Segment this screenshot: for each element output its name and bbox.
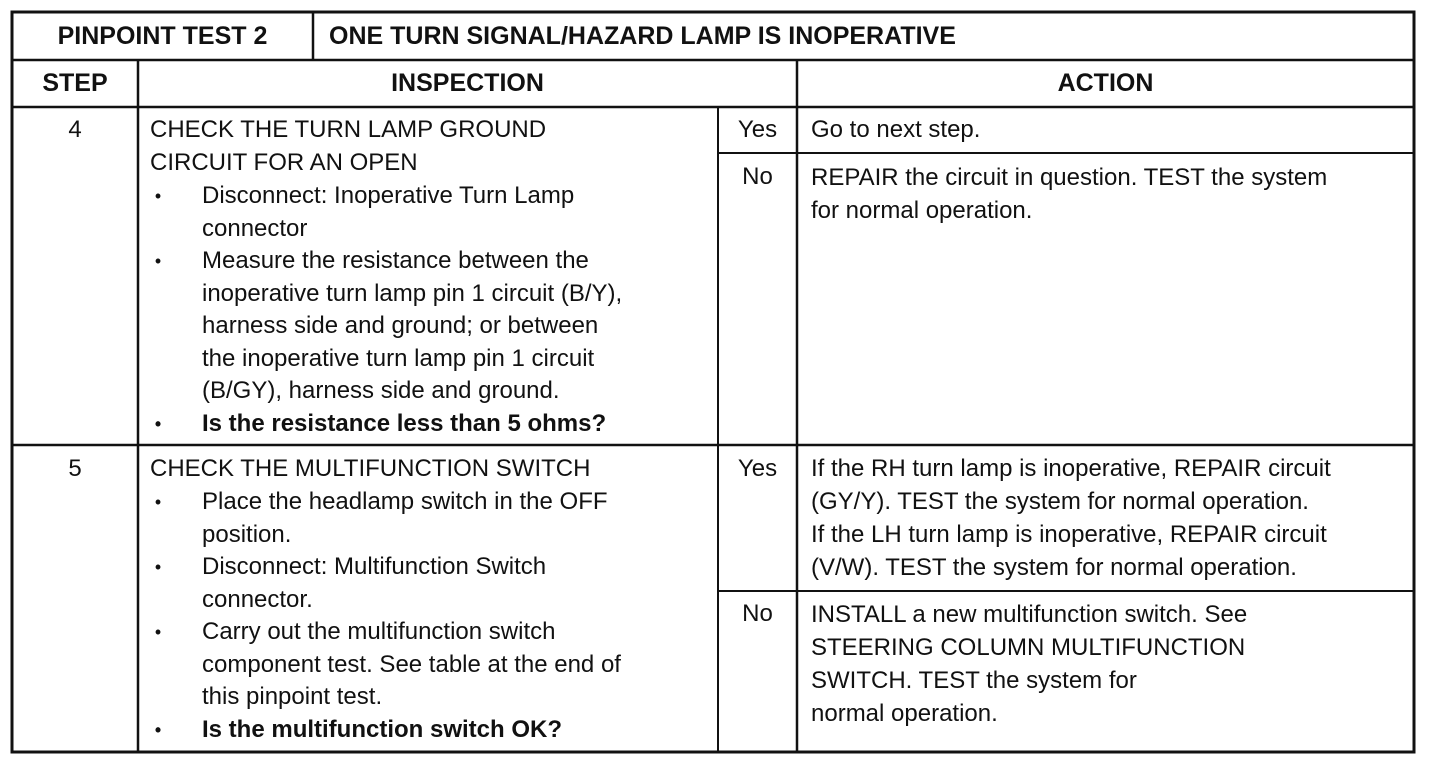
yes-action-line: If the LH turn lamp is inoperative, REPAIR circuit (811, 521, 1327, 548)
bullet-line: this pinpoint test. (202, 683, 383, 710)
no-action-line: REPAIR the circuit in question. TEST the system (811, 164, 1328, 191)
no-action-line: normal operation. (811, 700, 998, 727)
bullet-line: Disconnect: Inoperative Turn Lamp (202, 182, 575, 209)
bullet-line: position. (202, 520, 292, 548)
pinpoint-test-id: PINPOINT TEST 2 (57, 22, 268, 50)
no-label: No (742, 600, 773, 627)
bullet-line: connector (202, 214, 308, 242)
column-header-action: ACTION (1057, 69, 1154, 97)
bullet-line: Measure the resistance between the (202, 247, 589, 274)
step-number: 4 (68, 116, 82, 143)
yes-action-line: If the RH turn lamp is inoperative, REPAIR circuit (811, 455, 1331, 482)
inspection-question (150, 714, 621, 747)
no-action-line: SWITCH. TEST the system for (811, 667, 1137, 694)
inspection-bullet (150, 245, 622, 408)
bullet-glyph: • (154, 719, 162, 740)
bullet-line: Is the multifunction switch OK? (202, 715, 562, 743)
inspection-question (150, 408, 622, 441)
column-header-inspection: INSPECTION (391, 69, 544, 97)
bullet-line: connector. (202, 585, 313, 613)
inspection-bullet (150, 486, 621, 551)
no-action-line: STEERING COLUMN MULTIFUNCTION (811, 634, 1246, 661)
bullet-glyph: • (154, 622, 162, 642)
bullet-line: inoperative turn lamp pin 1 circuit (B/Y), (202, 279, 623, 307)
column-header-step: STEP (42, 69, 108, 97)
inspection-bullet (150, 551, 621, 616)
pinpoint-test-title: ONE TURN SIGNAL/HAZARD LAMP IS INOPERATIVE (329, 22, 956, 50)
bullet-line: component test. See table at the end of (202, 650, 621, 678)
inspection-bullet (150, 180, 622, 245)
inspection-bullet-list (150, 486, 621, 746)
step-number: 5 (68, 455, 82, 482)
bullet-line: Is the resistance less than 5 ohms? (202, 409, 607, 437)
bullet-glyph: • (154, 186, 162, 206)
inspection-bullet-list (150, 180, 622, 440)
yes-label: Yes (737, 455, 778, 482)
yes-label: Yes (737, 116, 778, 143)
inspection-bullet (150, 616, 621, 714)
no-label: No (742, 163, 773, 190)
bullet-glyph: • (154, 492, 162, 512)
no-action-line: for normal operation. (811, 197, 1033, 224)
bullet-line: the inoperative turn lamp pin 1 circuit (202, 344, 595, 372)
inspection-heading-line: CHECK THE MULTIFUNCTION SWITCH (150, 455, 591, 482)
bullet-line: Carry out the multifunction switch (202, 618, 556, 645)
bullet-line: Disconnect: Multifunction Switch (202, 553, 547, 580)
bullet-glyph: • (154, 413, 162, 434)
yes-action-line: (GY/Y). TEST the system for normal operation. (811, 488, 1309, 515)
bullet-glyph: • (154, 557, 162, 577)
yes-action-line: Go to next step. (811, 116, 981, 143)
bullet-glyph: • (154, 251, 162, 271)
inspection-heading-line: CIRCUIT FOR AN OPEN (150, 149, 418, 176)
bullet-line: Place the headlamp switch in the OFF (202, 488, 608, 515)
bullet-line: harness side and ground; or between (202, 312, 599, 339)
yes-action-line: (V/W). TEST the system for normal operation. (811, 554, 1297, 581)
inspection-heading-line: CHECK THE TURN LAMP GROUND (150, 116, 547, 143)
bullet-line: (B/GY), harness side and ground. (202, 377, 560, 404)
no-action-line: INSTALL a new multifunction switch. See (811, 601, 1248, 628)
